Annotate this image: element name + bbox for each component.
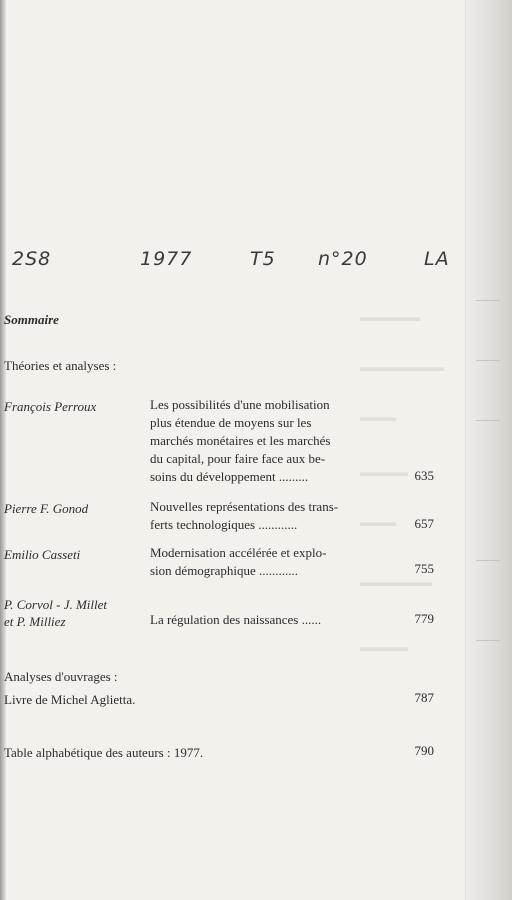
entry-author-line: et P. Milliez	[4, 614, 66, 629]
handwritten-text: 1977	[140, 248, 193, 270]
section-heading-theories: Théories et analyses :	[4, 358, 117, 373]
entry-title-line: sion démographique ............	[150, 563, 299, 578]
entry-title-line: marchés monétaires et les marchés	[150, 433, 331, 448]
entry-author: Pierre F. Gonod	[4, 501, 89, 516]
entry-author: Emilio Casseti	[4, 547, 81, 562]
handwritten-text: LA	[424, 248, 450, 270]
entry-title-line: plus étendue de moyens sur les	[150, 415, 312, 430]
show-through: ▬▬▬▬▬	[360, 310, 420, 324]
show-through: ▬▬▬▬	[360, 465, 408, 479]
handwritten-annotation	[12, 248, 452, 284]
entry-title-line: du capital, pour faire face aux be-	[150, 451, 326, 466]
handwritten-text: T5	[250, 248, 276, 270]
page-number: 787	[414, 690, 434, 705]
page-number: 779	[414, 611, 434, 626]
show-through: ▬▬▬▬▬▬	[360, 575, 432, 589]
handwritten-text: 2S8	[12, 248, 52, 270]
show-through: ▬▬▬▬	[360, 640, 408, 654]
review-entry: Livre de Michel Aglietta.	[4, 692, 136, 707]
entry-title	[150, 396, 390, 486]
page-number: 635	[414, 468, 434, 483]
entry-title-line: Nouvelles représentations des trans-	[150, 499, 339, 514]
binding-shadow	[0, 0, 6, 900]
entry-title-line: soins du développement .........	[150, 469, 309, 484]
entry-author: François Perroux	[4, 399, 97, 414]
show-through: ▬▬▬	[360, 515, 396, 529]
entry-title	[150, 611, 390, 629]
entry-title-line: ferts technologiques ............	[150, 517, 298, 532]
entry-title	[150, 544, 390, 580]
page-edge	[465, 0, 512, 900]
page-number: 790	[414, 743, 434, 758]
page-number: 755	[414, 561, 434, 576]
entry-title	[150, 498, 390, 534]
page-title: Sommaire	[4, 312, 59, 327]
index-entry: Table alphabétique des auteurs : 1977.	[4, 745, 204, 760]
entry-author-line: P. Corvol - J. Millet	[4, 597, 108, 612]
show-through: ▬▬▬▬▬▬▬	[360, 360, 444, 374]
entry-title-line: Les possibilités d'une mobilisation	[150, 397, 330, 412]
handwritten-text: n°20	[318, 248, 368, 270]
page-number: 657	[414, 516, 434, 531]
entry-title-line: La régulation des naissances ......	[150, 612, 322, 627]
entry-title-line: Modernisation accélérée et explo-	[150, 545, 327, 560]
section-heading-reviews: Analyses d'ouvrages :	[4, 669, 118, 684]
show-through: ▬▬▬	[360, 410, 396, 424]
entry-author	[4, 596, 107, 630]
